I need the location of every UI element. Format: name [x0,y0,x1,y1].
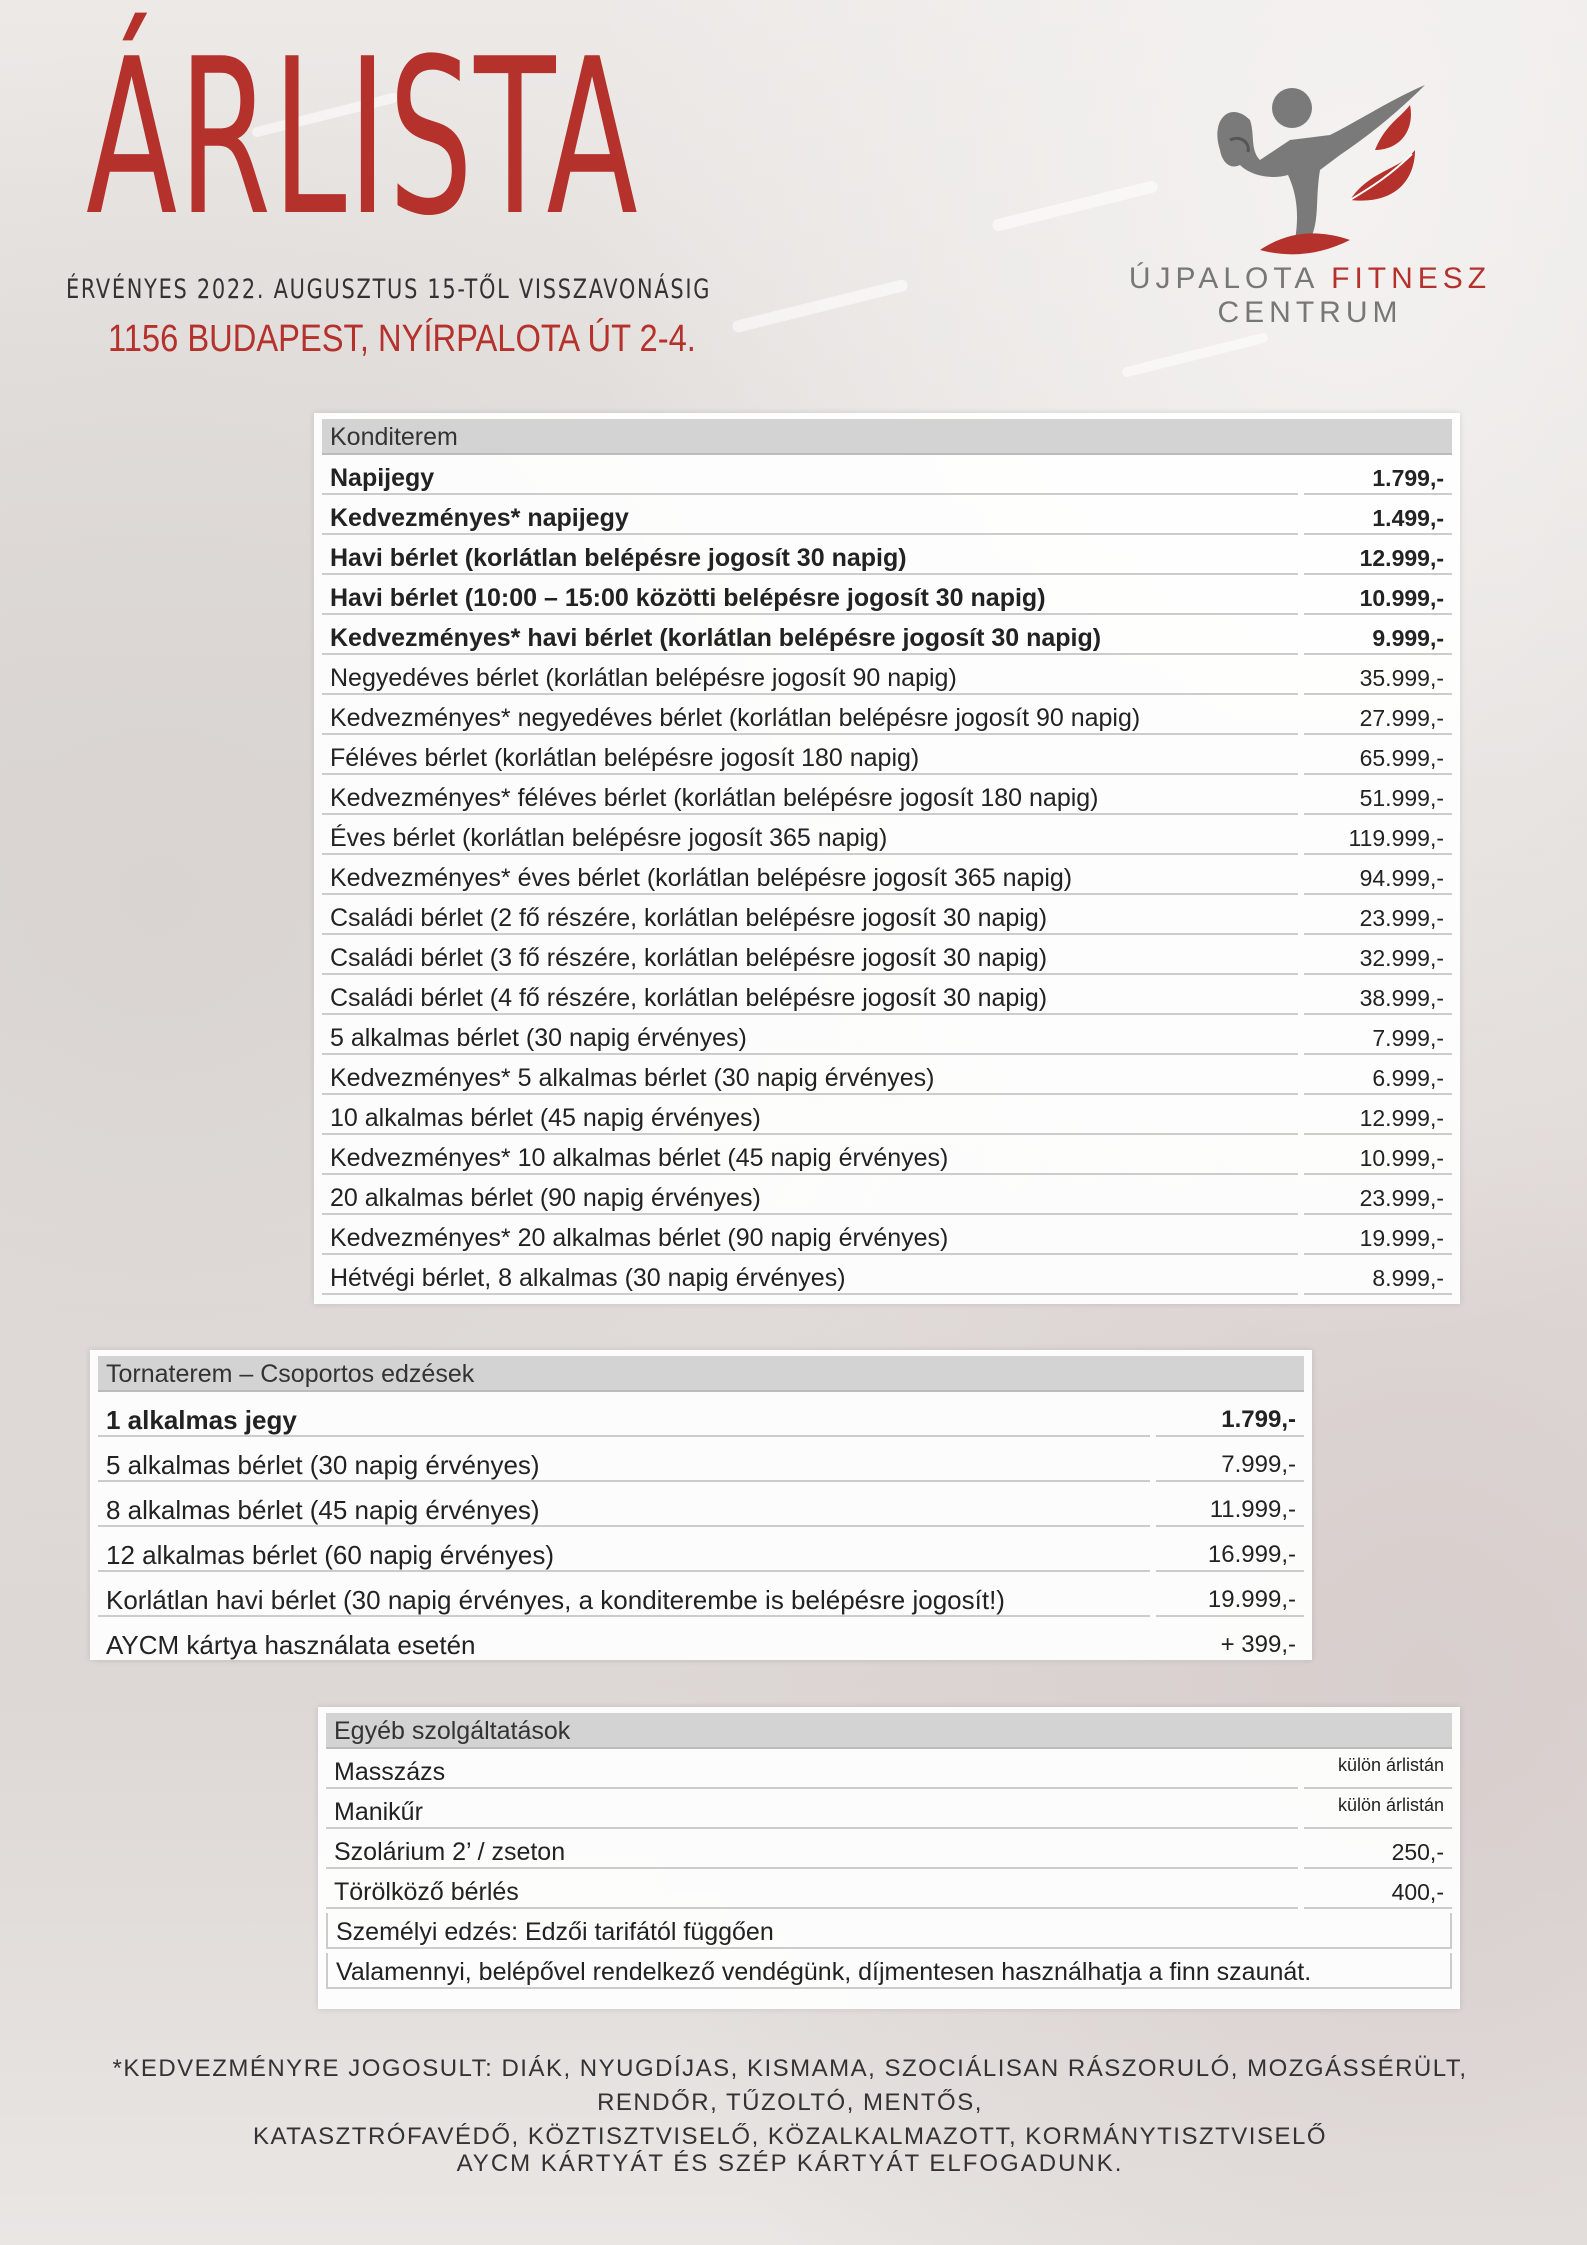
price-row-value: 19.999,- [1156,1581,1304,1617]
price-row-label: Manikűr [326,1793,1298,1829]
price-row [322,937,1452,975]
price-row [326,1751,1452,1789]
price-row [322,1097,1452,1135]
price-row-value: 23.999,- [1304,899,1452,935]
tornaterem-rows [90,1394,1312,1662]
price-row-label: Negyedéves bérlet (korlátlan belépésre jogosít 90 napig) [322,659,1298,695]
footnote-line2: KATASZTRÓFAVÉDŐ, KÖZTISZTVISELŐ, KÖZALKALMAZOTT, KORMÁNYTISZTVISELŐ [253,2123,1327,2150]
price-row-label: Személyi edzés: Edzői tarifától függően [326,1913,1452,1949]
price-row [322,1177,1452,1215]
price-row-label: Féléves bérlet (korlátlan belépésre jogosít 180 napig) [322,739,1298,775]
price-row-value: 11.999,- [1156,1491,1304,1527]
price-row [326,1831,1452,1869]
price-row [326,1871,1452,1909]
price-row [322,657,1452,695]
price-row-value: 35.999,- [1304,659,1452,695]
price-row-value: 51.999,- [1304,779,1452,815]
discount-footnote [100,2052,1480,2154]
price-row [322,737,1452,775]
price-row-value: 119.999,- [1304,819,1452,855]
background-light-streak [991,180,1159,233]
price-row-value: 23.999,- [1304,1179,1452,1215]
price-row [326,1791,1452,1829]
price-row-label: Valamennyi, belépővel rendelkező vendégünk, díjmentesen használhatja a finn szaunát. [326,1953,1452,1989]
price-row-label: Hétvégi bérlet, 8 alkalmas (30 napig érvényes) [322,1259,1298,1295]
price-row-label: Kedvezményes* 20 alkalmas bérlet (90 napig érvényes) [322,1219,1298,1255]
price-row [98,1484,1304,1527]
price-row-value: 7.999,- [1304,1019,1452,1055]
tornaterem-heading: Tornaterem – Csoportos edzések [98,1356,1304,1392]
price-row-value: 12.999,- [1304,539,1452,575]
price-row-value: külön árlistán [1304,1793,1452,1829]
price-row-label: Családi bérlet (3 fő részére, korlátlan belépésre jogosít 30 napig) [322,939,1298,975]
price-row [98,1394,1304,1437]
accepted-cards-note: AYCM KÁRTYÁT ÉS SZÉP KÁRTYÁT ELFOGADUNK. [456,2150,1124,2177]
price-row [322,537,1452,575]
price-row-label: Kedvezményes* féléves bérlet (korlátlan belépésre jogosít 180 napig) [322,779,1298,815]
price-row-value: 1.799,- [1304,459,1452,495]
price-row [322,1217,1452,1255]
price-row-label: Havi bérlet (korlátlan belépésre jogosít 30 napig) [322,539,1298,575]
price-row-label: Családi bérlet (4 fő részére, korlátlan belépésre jogosít 30 napig) [322,979,1298,1015]
price-row [322,1057,1452,1095]
price-row-label: Törölköző bérlés [326,1873,1298,1909]
price-row [322,457,1452,495]
price-row [322,617,1452,655]
price-row-value: 94.999,- [1304,859,1452,895]
price-row-label: Napijegy [322,459,1298,495]
egyeb-panel [318,1707,1460,2009]
price-row [326,1951,1452,1989]
price-row-label: Kedvezményes* 10 alkalmas bérlet (45 napig érvényes) [322,1139,1298,1175]
price-row [322,897,1452,935]
price-row-value: 1.499,- [1304,499,1452,535]
price-row-value: + 399,- [1156,1626,1304,1662]
price-row-label: Kedvezményes* 5 alkalmas bérlet (30 napig érvényes) [322,1059,1298,1095]
price-row-label: Korlátlan havi bérlet (30 napig érvényes, a konditerembe is belépésre jogosít!) [98,1581,1150,1617]
price-row-value: 12.999,- [1304,1099,1452,1135]
price-row-value: 38.999,- [1304,979,1452,1015]
footnote-line1: *KEDVEZMÉNYRE JOGOSULT: DIÁK, NYUGDÍJAS, KISMAMA, SZOCIÁLISAN RÁSZORULÓ, MOZGÁSSÉRÜLT, RENDŐR, TŰZOLTÓ, MENTŐS, [112,2055,1468,2116]
address-text: 1156 BUDAPEST, NYÍRPALOTA ÚT 2-4. [108,318,696,360]
price-row [322,977,1452,1015]
price-row-label: Szolárium 2’ / zseton [326,1833,1298,1869]
price-row [322,577,1452,615]
logo-name-line2: CENTRUM [1217,296,1403,329]
price-row [322,1017,1452,1055]
price-row-label: Éves bérlet (korlátlan belépésre jogosít 365 napig) [322,819,1298,855]
price-row-label: Kedvezményes* negyedéves bérlet (korlátlan belépésre jogosít 90 napig) [322,699,1298,735]
price-row-label: 1 alkalmas jegy [98,1401,1150,1437]
konditerem-panel [314,413,1460,1304]
price-row [98,1439,1304,1482]
price-row [322,697,1452,735]
price-row-label: 12 alkalmas bérlet (60 napig érvényes) [98,1536,1150,1572]
price-row-value: 7.999,- [1156,1446,1304,1482]
price-row-value: 27.999,- [1304,699,1452,735]
egyeb-rows [318,1751,1460,1989]
price-row [322,1257,1452,1295]
price-row-label: AYCM kártya használata esetén [98,1626,1150,1662]
price-row-label: Havi bérlet (10:00 – 15:00 közötti belépésre jogosít 30 napig) [322,579,1298,615]
price-row-label: Masszázs [326,1753,1298,1789]
logo-name-part2: FITNESZ [1331,262,1492,295]
price-row [322,1137,1452,1175]
price-row [322,857,1452,895]
logo-wordmark [1100,262,1520,330]
price-row-value: 6.999,- [1304,1059,1452,1095]
page-title: ÁRLISTA [86,12,639,263]
price-row-value: 9.999,- [1304,619,1452,655]
price-row-value: 19.999,- [1304,1219,1452,1255]
price-row-label: Családi bérlet (2 fő részére, korlátlan belépésre jogosít 30 napig) [322,899,1298,935]
price-row-label: 8 alkalmas bérlet (45 napig érvényes) [98,1491,1150,1527]
price-row [322,817,1452,855]
fitness-figure-leaf-icon [1200,80,1440,260]
price-row-label: Kedvezményes* havi bérlet (korlátlan belépésre jogosít 30 napig) [322,619,1298,655]
price-row-label: 5 alkalmas bérlet (30 napig érvényes) [98,1446,1150,1482]
price-row-label: 10 alkalmas bérlet (45 napig érvényes) [322,1099,1298,1135]
konditerem-heading: Konditerem [322,419,1452,455]
konditerem-rows [314,457,1460,1295]
price-row-value: külön árlistán [1304,1753,1452,1789]
price-row-label: Kedvezményes* éves bérlet (korlátlan belépésre jogosít 365 napig) [322,859,1298,895]
price-row [98,1619,1304,1662]
background-light-streak [1121,332,1269,378]
price-row-value: 16.999,- [1156,1536,1304,1572]
price-row-label: Kedvezményes* napijegy [322,499,1298,535]
tornaterem-panel [90,1350,1312,1660]
price-row [98,1529,1304,1572]
price-row-value: 65.999,- [1304,739,1452,775]
validity-text: ÉRVÉNYES 2022. AUGUSZTUS 15-TŐL VISSZAVONÁSIG [66,274,712,305]
price-row-value: 10.999,- [1304,1139,1452,1175]
price-row-value: 250,- [1304,1833,1452,1869]
price-row [322,777,1452,815]
price-row [98,1574,1304,1617]
price-row-value: 400,- [1304,1873,1452,1909]
price-row-value: 32.999,- [1304,939,1452,975]
price-row-label: 20 alkalmas bérlet (90 napig érvényes) [322,1179,1298,1215]
egyeb-heading: Egyéb szolgáltatások [326,1713,1452,1749]
price-row-value: 1.799,- [1156,1401,1304,1437]
price-row [326,1911,1452,1949]
price-row-value: 8.999,- [1304,1259,1452,1295]
price-row [322,497,1452,535]
background-light-streak [731,278,909,333]
logo-name-part1: ÚJPALOTA [1128,262,1318,295]
price-row-label: 5 alkalmas bérlet (30 napig érvényes) [322,1019,1298,1055]
price-row-value: 10.999,- [1304,579,1452,615]
